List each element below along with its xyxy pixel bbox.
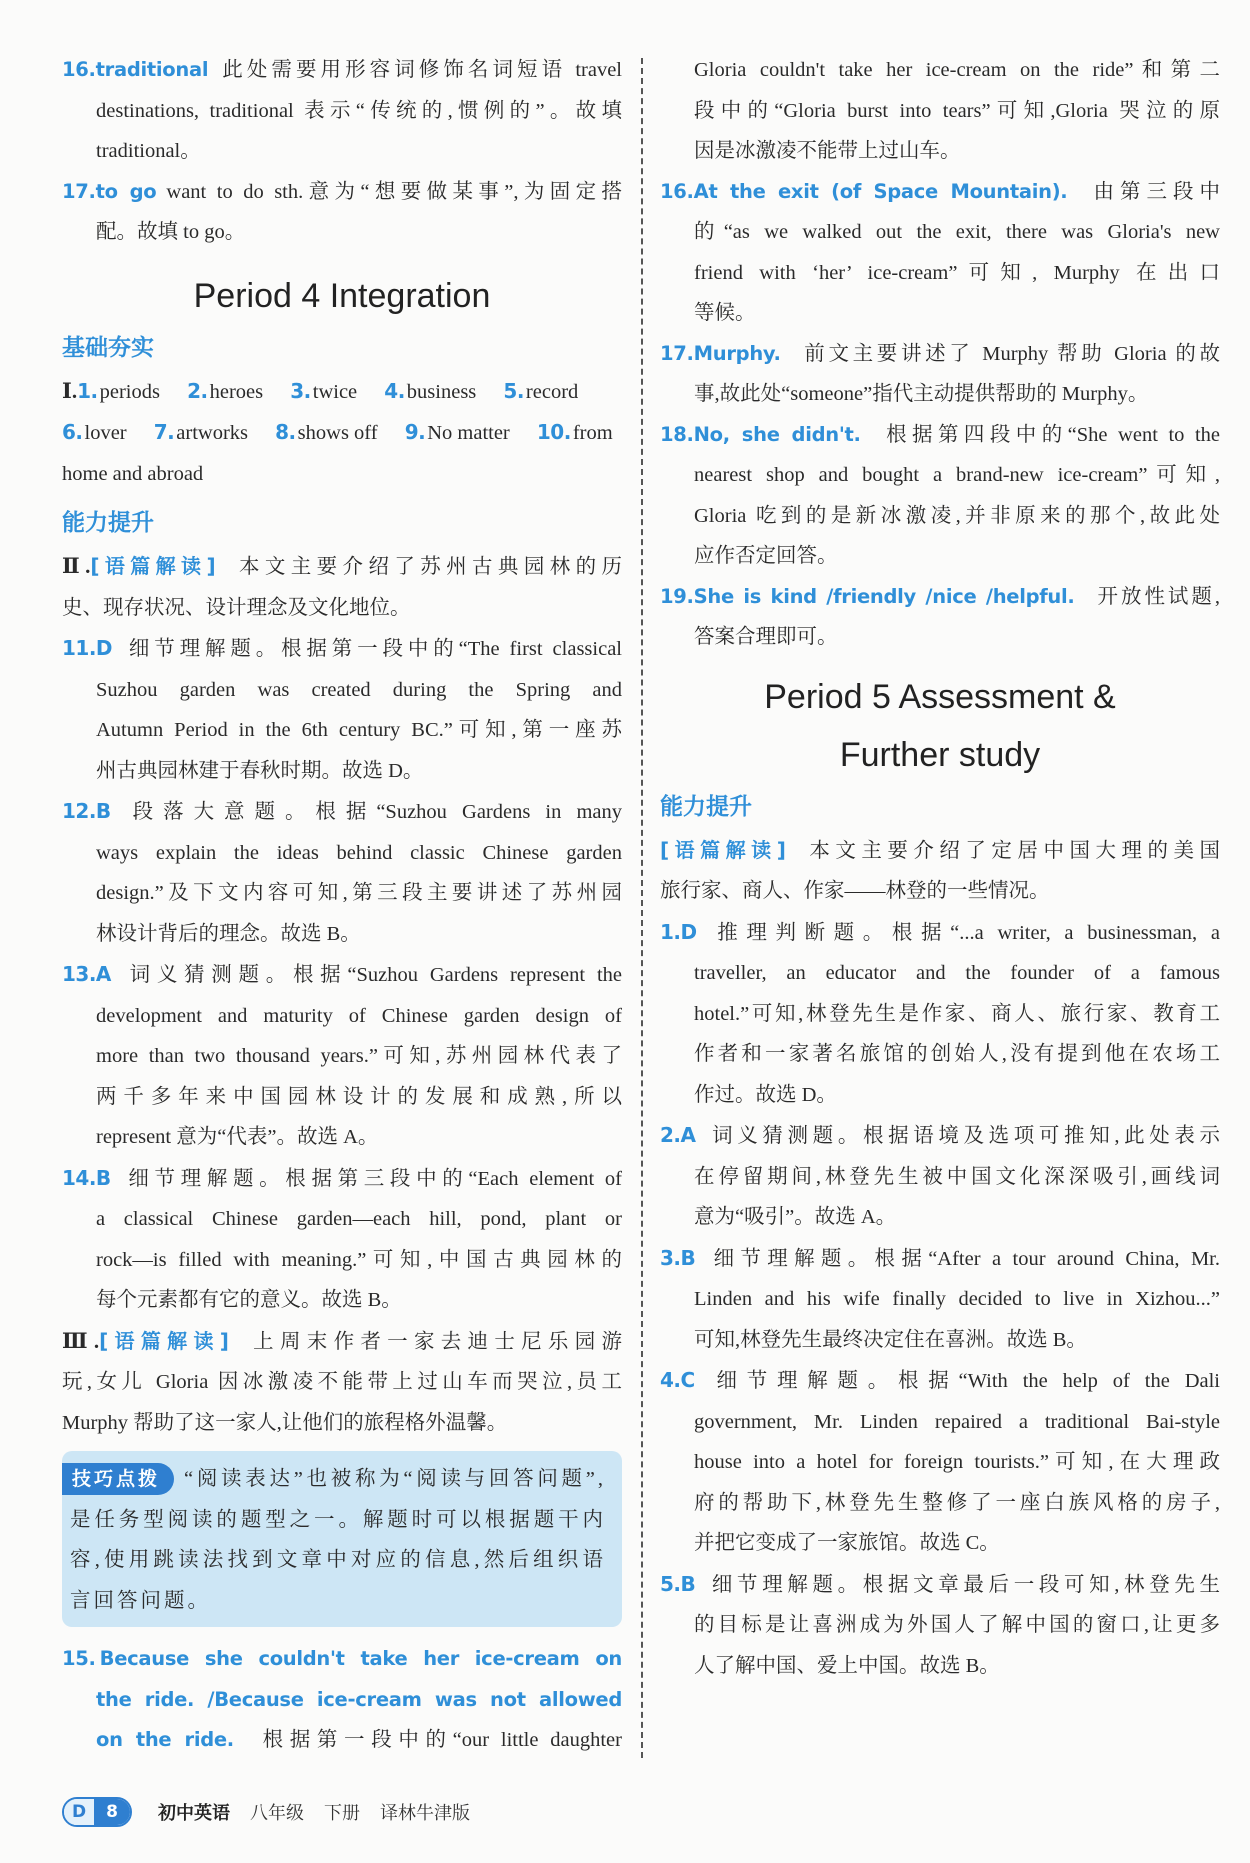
page-badge: [62, 1797, 132, 1827]
answer-19-right: 19.She is kind /friendly /nice /helpful. 开放性试题, 答案合理即可。: [660, 584, 1221, 648]
question-12: 12.B 段落大意题。根据“Suzhou Gardens in many ways explain the ideas behind classic Chinese garden design.”及下文内容可知,第三段主要讲述了苏州园 林设计背后的理念。故选 B。: [62, 799, 622, 945]
answer-15-continued: Gloria couldn't take her ice-cream on the ride”和第二 段中的“Gloria burst into tears”可知,Gloria 哭泣的原 因是冰激凌不能带上过山车。: [694, 59, 1220, 162]
section-ability-heading: 能力提升: [62, 510, 154, 536]
question-11: 11.D 细节理解题。根据第一段中的“The first classical Suzhou garden was created during the Spring and Autumn Period in the 6th century BC.”可知,第一座苏 州古典园林建于春秋时期。故选 D。: [62, 636, 622, 782]
answer-17: 17.to go want to do sth.意为“想要做某事”,为固定搭 配。故填 to go。: [62, 179, 622, 243]
page-footer: [62, 1796, 470, 1828]
left-column: [62, 50, 622, 1761]
reading-tag: [语篇解读]: [90, 554, 216, 578]
section-ability-heading-right: 能力提升: [660, 793, 752, 820]
question-14: 14.B 细节理解题。根据第三段中的“Each element of a classical Chinese garden—each hill, pond, plant or rock—is filled with meaning.”可知,中国古典园林的 每个元素都有它的意义。故选 B。: [62, 1165, 622, 1311]
reading-tag: [语篇解读]: [99, 1328, 229, 1353]
tip-tag: 技巧点拨: [62, 1463, 174, 1495]
reading-summary-2: Ⅱ.[语篇解读] 本文主要介绍了苏州古典园林的历 史、现存状况、设计理念及文化地位。: [62, 554, 622, 619]
reading-summary-3: Ⅲ.[语篇解读] 上周末作者一家去迪士尼乐园游 玩,女儿 Gloria 因冰激凌不能带上过山车而哭泣,员工 Murphy 帮助了这一家人,让他们的旅程格外温馨。: [62, 1328, 623, 1434]
answer-18-right: 18.No, she didn't. 根据第四段中的“She went to the nearest shop and bought a brand-new ice-cream”可知, Gloria 吃到的是新冰激凌,并非原来的那个,故此处 应作否定回答。: [660, 422, 1221, 567]
period-4-title: Period 4 Integration: [193, 276, 491, 315]
reading-summary-p5: [语篇解读] 本文主要介绍了定居中国大理的美国 旅行家、商人、作家——林登的一些情况。: [660, 837, 1221, 902]
question-4: 4.C 细节理解题。根据“With the help of the Dali government, Mr. Linden repaired a traditional Bai-style house into a hotel for foreign tourists.”可知,在大理政 府的帮助下,林登先生整修了一座白族风格的房子, 并把它变成了一家旅馆。故选 C。: [660, 1368, 1220, 1554]
section-basic-heading: 基础夯实: [62, 334, 154, 361]
reading-tag: [语篇解读]: [660, 837, 786, 862]
grade: 八年级: [250, 1803, 304, 1824]
question-1: 1.D 推理判断题。根据“...a writer, a businessman, a traveller, an educator and the founder of a famous hotel.”可知,林登先生是作家、商人、旅行家、教育工 作者和一家著名旅馆的创始人,没有提到他在农场工 作过。故选 D。: [660, 919, 1220, 1106]
answer-15: 15. Because she couldn't take her ice-cream on the ride. /Because ice-cream was not allowed on the ride. 根据第一段中的“our little daughter: [62, 1647, 622, 1751]
question-2: 2.A 词义猜测题。根据语境及选项可推知,此处表示 在停留期间,林登先生被中国文化深深吸引,画线词 意为“吸引”。故选 A。: [660, 1123, 1220, 1228]
volume: 下册: [324, 1803, 360, 1824]
answer-16-right: 16.At the exit (of Space Mountain). 由第三段中 的“as we walked out the exit, there was Gloria's new friend with ‘her’ ice-cream”可知, Murphy 在出口 等候。: [660, 179, 1221, 324]
question-3: 3.B 细节理解题。根据“After a tour around China, Mr. Linden and his wife finally decided to live in Xizhou...” 可知,林登先生最终决定住在喜洲。故选 B。: [660, 1245, 1220, 1351]
question-13: 13.A 词义猜测题。根据“Suzhou Gardens represent the development and maturity of Chinese garden design of more than two thousand years.”可知,苏州园林代表了 两千多年来中国园林设计的发展和成熟,所以 represent 意为“代表”。故选 A。: [62, 962, 622, 1148]
right-column: [660, 50, 1220, 1686]
badge-letter: D: [64, 1799, 94, 1825]
page-number: 8: [94, 1799, 130, 1825]
answer-16: 16.traditional 此处需要用形容词修饰名词短语 travel destinations, traditional 表示“传统的,惯例的”。故填 traditional。: [62, 58, 622, 162]
answer-17-right: 17.Murphy. 前文主要讲述了 Murphy 帮助 Gloria 的故 事,故此处“someone”指代主动提供帮助的 Murphy。: [660, 341, 1220, 405]
edition: 译林牛津版: [380, 1803, 470, 1824]
fill-answers: Ⅰ.1.periods 2.heroes 3.twice 4.business 5.record 6.lover 7.artworks 8.shows off 9.No matter 10.from home and abroad: [62, 378, 613, 485]
column-divider: [641, 58, 643, 1758]
book-title: 初中英语: [158, 1803, 230, 1824]
question-5: 5.B 细节理解题。根据文章最后一段可知,林登先生 的目标是让喜洲成为外国人了解中国的窗口,让更多 人了解中国、爱上中国。故选 B。: [660, 1571, 1220, 1677]
period-5-title: Period 5 Assessment & Further study: [764, 677, 1116, 774]
tip-box: 技巧点拨 “阅读表达”也被称为“阅读与回答问题”, 是任务型阅读的题型之一。解题时可以根据题干内 容,使用跳读法找到文章中对应的信息,然后组织语 言回答问题。: [62, 1451, 622, 1627]
